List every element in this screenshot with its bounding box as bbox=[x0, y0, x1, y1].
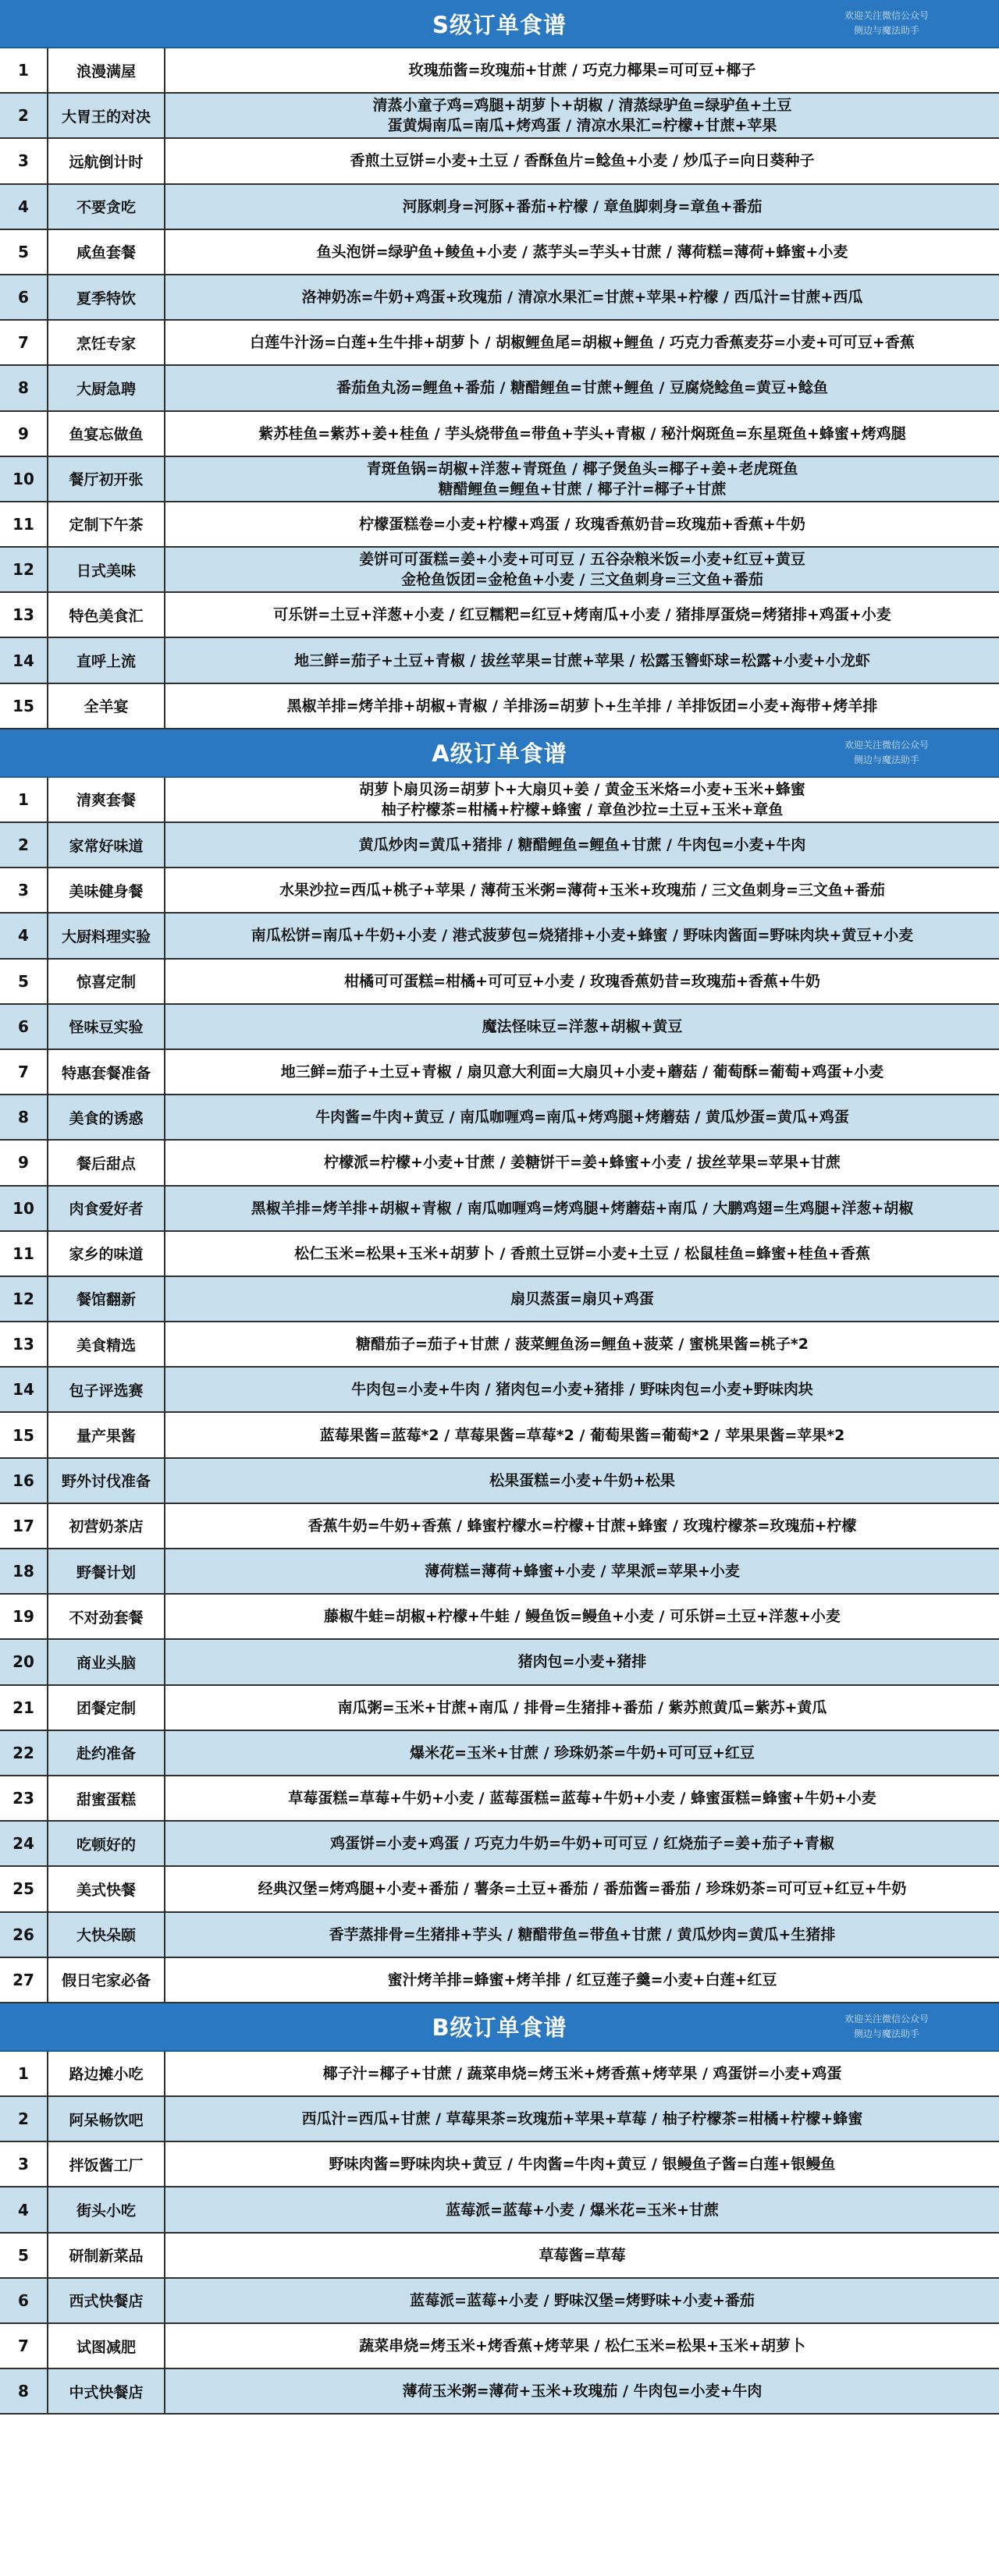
table-row bbox=[0, 1413, 999, 1458]
recipe-cell bbox=[165, 2052, 999, 2095]
recipe-line: 可乐饼=土豆+洋葱+小麦 / 红豆糯粑=红豆+烤南瓜+小麦 / 猪排厚蛋烧=烤猪排+鸡蛋+小麦 bbox=[273, 606, 891, 624]
recipe-cell bbox=[165, 1958, 999, 2002]
order-name: 街头小吃 bbox=[48, 2187, 165, 2231]
table-row bbox=[0, 1277, 999, 1322]
table-row bbox=[0, 1504, 999, 1549]
table-row bbox=[0, 1549, 999, 1595]
recipe-line: 魔法怪味豆=洋葱+胡椒+黄豆 bbox=[482, 1017, 683, 1035]
table-row bbox=[0, 778, 999, 823]
order-number: 3 bbox=[0, 2142, 48, 2186]
table-row bbox=[0, 412, 999, 457]
recipe-cell bbox=[165, 185, 999, 229]
order-name: 拌饭酱工厂 bbox=[48, 2142, 165, 2186]
recipe-cell bbox=[165, 960, 999, 1003]
recipe-line: 黑椒羊排=烤羊排+胡椒+青椒 / 羊排汤=胡萝卜+生羊排 / 羊排饭团=小麦+海带+烤羊排 bbox=[286, 697, 878, 715]
recipe-line: 糖醋茄子=茄子+甘蔗 / 菠菜鲤鱼汤=鲤鱼+菠菜 / 蜜桃果酱=桃子*2 bbox=[355, 1336, 809, 1354]
order-name: 特惠套餐准备 bbox=[48, 1050, 165, 1094]
table-row bbox=[0, 823, 999, 868]
recipe-line: 草莓酱=草莓 bbox=[539, 2246, 626, 2264]
table-row bbox=[0, 275, 999, 321]
recipe-cell bbox=[165, 48, 999, 92]
table-row bbox=[0, 2097, 999, 2142]
recipe-cell bbox=[165, 1005, 999, 1048]
order-number: 5 bbox=[0, 960, 48, 1003]
recipe-cell bbox=[165, 139, 999, 183]
recipe-cell bbox=[165, 457, 999, 501]
recipe-cell bbox=[165, 1050, 999, 1094]
recipe-cell bbox=[165, 230, 999, 274]
recipe-cell bbox=[165, 638, 999, 682]
order-number: 10 bbox=[0, 457, 48, 501]
order-name: 中式快餐店 bbox=[48, 2369, 165, 2413]
recipe-cell bbox=[165, 684, 999, 728]
recipe-line: 松仁玉米=松果+玉米+胡萝卜 / 香煎土豆饼=小麦+土豆 / 松鼠桂鱼=蜂蜜+桂鱼+香蕉 bbox=[294, 1244, 870, 1262]
table-row bbox=[0, 960, 999, 1005]
recipe-cell bbox=[165, 1413, 999, 1457]
order-number: 9 bbox=[0, 412, 48, 456]
recipe-line: 紫苏桂鱼=紫苏+姜+桂鱼 / 芋头烧带鱼=带鱼+芋头+青椒 / 秘汁焖斑鱼=东星斑鱼+蜂蜜+烤鸡腿 bbox=[258, 424, 906, 442]
table-row bbox=[0, 684, 999, 729]
order-name: 研制新菜品 bbox=[48, 2234, 165, 2277]
recipe-cell bbox=[165, 2187, 999, 2231]
recipe-cell bbox=[165, 1504, 999, 1548]
recipe-cell bbox=[165, 593, 999, 637]
table-row bbox=[0, 2142, 999, 2187]
order-name: 赴约准备 bbox=[48, 1731, 165, 1775]
recipe-line: 蓝莓派=蓝莓+小麦 / 爆米花=玉米+甘蔗 bbox=[446, 2201, 719, 2219]
order-number: 20 bbox=[0, 1640, 48, 1684]
order-name: 大厨急聘 bbox=[48, 366, 165, 410]
recipe-cell bbox=[165, 868, 999, 912]
recipe-cell bbox=[165, 2142, 999, 2186]
order-name: 日式美味 bbox=[48, 548, 165, 591]
table-row bbox=[0, 593, 999, 638]
table-row bbox=[0, 366, 999, 411]
recipe-line: 地三鲜=茄子+土豆+青椒 / 扇贝意大利面=大扇贝+小麦+蘑菇 / 葡萄酥=葡萄+鸡蛋+小麦 bbox=[280, 1063, 884, 1081]
order-number: 14 bbox=[0, 638, 48, 682]
table-row bbox=[0, 321, 999, 366]
watermark-line: 侧边与魔法助手 bbox=[853, 754, 919, 765]
section-header bbox=[0, 0, 999, 48]
order-number: 13 bbox=[0, 1322, 48, 1366]
watermark-text bbox=[844, 2012, 929, 2042]
recipe-line: 胡萝卜扇贝汤=胡萝卜+大扇贝+姜 / 黄金玉米烙=小麦+玉米+蜂蜜 bbox=[359, 780, 805, 798]
order-number: 15 bbox=[0, 684, 48, 728]
recipe-section bbox=[0, 2003, 999, 2415]
order-number: 19 bbox=[0, 1595, 48, 1638]
order-name: 餐馆翻新 bbox=[48, 1277, 165, 1321]
order-number: 18 bbox=[0, 1549, 48, 1593]
table-row bbox=[0, 638, 999, 683]
order-name: 初营奶茶店 bbox=[48, 1504, 165, 1548]
order-number: 12 bbox=[0, 548, 48, 591]
recipe-line: 白莲牛汁汤=白莲+生牛排+胡萝卜 / 胡椒鲤鱼尾=胡椒+鲤鱼 / 巧克力香蕉麦芬=小麦+可可豆+香蕉 bbox=[250, 334, 915, 352]
order-name: 清爽套餐 bbox=[48, 778, 165, 821]
order-number: 7 bbox=[0, 321, 48, 364]
recipe-line: 糖醋鲤鱼=鲤鱼+甘蔗 / 椰子汁=椰子+甘蔗 bbox=[438, 480, 727, 498]
order-number: 1 bbox=[0, 778, 48, 821]
order-name: 特色美食汇 bbox=[48, 593, 165, 637]
recipe-line: 薄荷玉米粥=薄荷+玉米+玫瑰茄 / 牛肉包=小麦+牛肉 bbox=[402, 2383, 763, 2400]
order-name: 不对劲套餐 bbox=[48, 1595, 165, 1638]
recipe-line: 松果蛋糕=小麦+牛奶+松果 bbox=[489, 1471, 675, 1489]
recipe-cell bbox=[165, 2369, 999, 2413]
recipe-line: 猪肉包=小麦+猪排 bbox=[517, 1653, 647, 1671]
recipe-cell bbox=[165, 1368, 999, 1411]
recipe-line: 薄荷糕=薄荷+蜂蜜+小麦 / 苹果派=苹果+小麦 bbox=[425, 1563, 740, 1581]
recipe-line: 扇贝蒸蛋=扇贝+鸡蛋 bbox=[510, 1290, 654, 1308]
order-name: 吃顿好的 bbox=[48, 1822, 165, 1865]
order-number: 16 bbox=[0, 1459, 48, 1503]
table-row bbox=[0, 2052, 999, 2097]
recipe-line: 香蕉牛奶=牛奶+香蕉 / 蜂蜜柠檬水=柠檬+甘蔗+蜂蜜 / 玫瑰柠檬茶=玫瑰茄+柠檬 bbox=[308, 1517, 857, 1535]
recipe-line: 清蒸小童子鸡=鸡腿+胡萝卜+胡椒 / 清蒸绿驴鱼=绿驴鱼+土豆 bbox=[372, 97, 792, 115]
recipe-cell bbox=[165, 275, 999, 319]
order-number: 22 bbox=[0, 1731, 48, 1775]
table-row bbox=[0, 2234, 999, 2279]
order-number: 15 bbox=[0, 1413, 48, 1457]
order-name: 野餐计划 bbox=[48, 1549, 165, 1593]
order-number: 13 bbox=[0, 593, 48, 637]
order-name: 美式快餐 bbox=[48, 1867, 165, 1911]
recipe-cell bbox=[165, 1595, 999, 1638]
table-row bbox=[0, 2324, 999, 2369]
order-number: 21 bbox=[0, 1686, 48, 1730]
order-number: 8 bbox=[0, 2369, 48, 2413]
recipe-cell bbox=[165, 1549, 999, 1593]
order-number: 6 bbox=[0, 2279, 48, 2322]
order-number: 3 bbox=[0, 139, 48, 183]
order-number: 2 bbox=[0, 2097, 48, 2141]
order-name: 直呼上流 bbox=[48, 638, 165, 682]
table-row bbox=[0, 1095, 999, 1141]
recipe-cell bbox=[165, 1686, 999, 1730]
table-row bbox=[0, 2187, 999, 2233]
order-name: 甜蜜蛋糕 bbox=[48, 1776, 165, 1820]
table-row bbox=[0, 2369, 999, 2415]
recipe-cell bbox=[165, 1277, 999, 1321]
table-row bbox=[0, 1822, 999, 1867]
recipe-cell bbox=[165, 1731, 999, 1775]
order-name: 定制下午茶 bbox=[48, 502, 165, 546]
recipe-cell bbox=[165, 1232, 999, 1276]
recipe-cell bbox=[165, 502, 999, 546]
recipe-line: 黄瓜炒肉=黄瓜+猪排 / 糖醋鲤鱼=鲤鱼+甘蔗 / 牛肉包=小麦+牛肉 bbox=[358, 836, 806, 854]
watermark-line: 欢迎关注微信公众号 bbox=[844, 739, 929, 750]
recipe-cell bbox=[165, 366, 999, 410]
section-title: S级订单食谱 bbox=[432, 11, 567, 38]
recipe-cell bbox=[165, 1867, 999, 1911]
recipe-line: 柠檬派=柠檬+小麦+甘蔗 / 姜糖饼干=姜+蜂蜜+小麦 / 拔丝苹果=苹果+甘蔗 bbox=[324, 1154, 841, 1172]
table-row bbox=[0, 1141, 999, 1186]
recipe-line: 柚子柠檬茶=柑橘+柠檬+蜂蜜 / 章鱼沙拉=土豆+玉米+章鱼 bbox=[381, 800, 784, 818]
recipe-line: 藤椒牛蛙=胡椒+柠檬+牛蛙 / 鳗鱼饭=鳗鱼+小麦 / 可乐饼=土豆+洋葱+小麦 bbox=[324, 1608, 841, 1626]
recipe-cell bbox=[165, 1322, 999, 1366]
order-number: 2 bbox=[0, 823, 48, 867]
recipe-line: 野味肉酱=野味肉块+黄豆 / 牛肉酱=牛肉+黄豆 / 银鳗鱼子酱=白莲+银鳗鱼 bbox=[329, 2156, 836, 2173]
order-number: 14 bbox=[0, 1368, 48, 1411]
order-name: 餐厅初开张 bbox=[48, 457, 165, 501]
recipe-line: 番茄鱼丸汤=鲤鱼+番茄 / 糖醋鲤鱼=甘蔗+鲤鱼 / 豆腐烧鲶鱼=黄豆+鲶鱼 bbox=[336, 379, 828, 397]
recipe-line: 爆米花=玉米+甘蔗 / 珍珠奶茶=牛奶+可可豆+红豆 bbox=[410, 1744, 755, 1762]
table-row bbox=[0, 1459, 999, 1504]
order-number: 17 bbox=[0, 1504, 48, 1548]
recipe-line: 蛋黄焗南瓜=南瓜+烤鸡蛋 / 清凉水果汇=柠檬+甘蔗+苹果 bbox=[387, 117, 777, 135]
recipe-cell bbox=[165, 1459, 999, 1503]
recipe-cell bbox=[165, 94, 999, 137]
recipe-cell bbox=[165, 1095, 999, 1139]
table-row bbox=[0, 914, 999, 959]
order-number: 9 bbox=[0, 1141, 48, 1184]
order-name: 美食精选 bbox=[48, 1322, 165, 1366]
recipe-line: 香芋蒸排骨=生猪排+芋头 / 糖醋带鱼=带鱼+甘蔗 / 黄瓜炒肉=黄瓜+生猪排 bbox=[329, 1925, 836, 1943]
section-title: A级订单食谱 bbox=[432, 740, 567, 768]
order-number: 26 bbox=[0, 1913, 48, 1957]
recipe-cell bbox=[165, 914, 999, 957]
order-number: 5 bbox=[0, 2234, 48, 2277]
recipe-line: 西瓜汁=西瓜+甘蔗 / 草莓果茶=玫瑰茄+苹果+草莓 / 柚子柠檬茶=柑橘+柠檬+蜂蜜 bbox=[301, 2110, 863, 2128]
table-row bbox=[0, 457, 999, 502]
table-row bbox=[0, 1686, 999, 1731]
watermark-line: 侧边与魔法助手 bbox=[853, 25, 919, 36]
table-row bbox=[0, 1640, 999, 1685]
recipe-cell bbox=[165, 778, 999, 821]
order-name: 浪漫满屋 bbox=[48, 48, 165, 92]
recipe-cell bbox=[165, 1822, 999, 1865]
order-name: 家乡的味道 bbox=[48, 1232, 165, 1276]
order-name: 家常好味道 bbox=[48, 823, 165, 867]
order-number: 4 bbox=[0, 914, 48, 957]
recipe-line: 蓝莓果酱=蓝莓*2 / 草莓果酱=草莓*2 / 葡萄果酱=葡萄*2 / 苹果果酱=苹果*2 bbox=[319, 1426, 845, 1444]
order-name: 试图减肥 bbox=[48, 2324, 165, 2368]
order-name: 夏季特饮 bbox=[48, 275, 165, 319]
table-row bbox=[0, 1368, 999, 1413]
order-number: 23 bbox=[0, 1776, 48, 1820]
recipe-line: 地三鲜=茄子+土豆+青椒 / 拔丝苹果=甘蔗+苹果 / 松露玉簪虾球=松露+小麦+小龙虾 bbox=[294, 651, 870, 669]
order-number: 11 bbox=[0, 502, 48, 546]
order-name: 野外讨伐准备 bbox=[48, 1459, 165, 1503]
order-number: 6 bbox=[0, 1005, 48, 1048]
watermark-line: 欢迎关注微信公众号 bbox=[844, 2013, 929, 2024]
recipe-line: 洛神奶冻=牛奶+鸡蛋+玫瑰茄 / 清凉水果汇=甘蔗+苹果+柠檬 / 西瓜汁=甘蔗+西瓜 bbox=[301, 289, 863, 307]
watermark-line: 欢迎关注微信公众号 bbox=[844, 10, 929, 21]
recipe-line: 蜜汁烤羊排=蜂蜜+烤羊排 / 红豆莲子羹=小麦+白莲+红豆 bbox=[387, 1971, 777, 1989]
order-number: 5 bbox=[0, 230, 48, 274]
table-row bbox=[0, 1322, 999, 1368]
table-row bbox=[0, 1595, 999, 1640]
order-name: 阿呆畅饮吧 bbox=[48, 2097, 165, 2141]
recipe-cell bbox=[165, 1640, 999, 1684]
order-name: 大快朵颐 bbox=[48, 1913, 165, 1957]
order-number: 8 bbox=[0, 366, 48, 410]
section-header bbox=[0, 2003, 999, 2052]
table-row bbox=[0, 548, 999, 593]
order-number: 27 bbox=[0, 1958, 48, 2002]
recipe-line: 玫瑰茄酱=玫瑰茄+甘蔗 / 巧克力椰果=可可豆+椰子 bbox=[408, 62, 756, 80]
order-name: 烹饪专家 bbox=[48, 321, 165, 364]
recipe-cell bbox=[165, 1141, 999, 1184]
order-name: 肉食爱好者 bbox=[48, 1187, 165, 1230]
recipe-line: 柑橘可可蛋糕=柑橘+可可豆+小麦 / 玫瑰香蕉奶昔=玫瑰茄+香蕉+牛奶 bbox=[344, 972, 820, 990]
order-number: 3 bbox=[0, 868, 48, 912]
recipe-line: 鱼头泡饼=绿驴鱼+鲮鱼+小麦 / 蒸芋头=芋头+甘蔗 / 薄荷糕=薄荷+蜂蜜+小麦 bbox=[316, 243, 848, 261]
recipe-cell bbox=[165, 548, 999, 591]
table-row bbox=[0, 1232, 999, 1277]
recipe-line: 香煎土豆饼=小麦+土豆 / 香酥鱼片=鲶鱼+小麦 / 炒瓜子=向日葵种子 bbox=[350, 152, 815, 170]
order-name: 商业头脑 bbox=[48, 1640, 165, 1684]
recipe-line: 草莓蛋糕=草莓+牛奶+小麦 / 蓝莓蛋糕=蓝莓+牛奶+小麦 / 蜂蜜蛋糕=蜂蜜+牛奶+小麦 bbox=[288, 1790, 876, 1808]
order-name: 餐后甜点 bbox=[48, 1141, 165, 1184]
recipe-cell bbox=[165, 2097, 999, 2141]
order-name: 全羊宴 bbox=[48, 684, 165, 728]
table-row bbox=[0, 94, 999, 139]
recipe-line: 牛肉酱=牛肉+黄豆 / 南瓜咖喱鸡=南瓜+烤鸡腿+烤蘑菇 / 黄瓜炒蛋=黄瓜+鸡蛋 bbox=[315, 1109, 849, 1127]
recipe-line: 蓝莓派=蓝莓+小麦 / 野味汉堡=烤野味+小麦+番茄 bbox=[410, 2291, 755, 2309]
order-name: 大胃王的对决 bbox=[48, 94, 165, 137]
recipe-cell bbox=[165, 1776, 999, 1820]
table-row bbox=[0, 502, 999, 548]
recipe-cell bbox=[165, 1913, 999, 1957]
order-name: 西式快餐店 bbox=[48, 2279, 165, 2322]
table-row bbox=[0, 48, 999, 94]
recipe-line: 南瓜松饼=南瓜+牛奶+小麦 / 港式菠萝包=烧猪排+小麦+蜂蜜 / 野味肉酱面=野味肉块+黄豆+小麦 bbox=[251, 927, 914, 945]
recipe-line: 水果沙拉=西瓜+桃子+苹果 / 薄荷玉米粥=薄荷+玉米+玫瑰茄 / 三文鱼刺身=三文鱼+番茄 bbox=[279, 882, 885, 899]
order-name: 不要贪吃 bbox=[48, 185, 165, 229]
table-row bbox=[0, 2279, 999, 2324]
recipe-line: 柠檬蛋糕卷=小麦+柠檬+鸡蛋 / 玫瑰香蕉奶昔=玫瑰茄+香蕉+牛奶 bbox=[359, 515, 805, 533]
watermark-text bbox=[844, 9, 929, 38]
table-row bbox=[0, 230, 999, 275]
order-number: 1 bbox=[0, 48, 48, 92]
table-row bbox=[0, 1776, 999, 1822]
order-name: 大厨料理实验 bbox=[48, 914, 165, 957]
order-name: 美味健身餐 bbox=[48, 868, 165, 912]
order-number: 12 bbox=[0, 1277, 48, 1321]
recipe-line: 蔬菜串烧=烤玉米+烤香蕉+烤苹果 / 松仁玉米=松果+玉米+胡萝卜 bbox=[359, 2337, 805, 2355]
table-row bbox=[0, 1731, 999, 1776]
order-name: 远航倒计时 bbox=[48, 139, 165, 183]
order-number: 25 bbox=[0, 1867, 48, 1911]
section-header bbox=[0, 729, 999, 778]
order-number: 4 bbox=[0, 2187, 48, 2231]
recipe-line: 金枪鱼饭团=金枪鱼+小麦 / 三文鱼刺身=三文鱼+番茄 bbox=[401, 571, 763, 589]
order-number: 11 bbox=[0, 1232, 48, 1276]
order-name: 美食的诱惑 bbox=[48, 1095, 165, 1139]
recipe-cell bbox=[165, 2279, 999, 2322]
recipe-section bbox=[0, 729, 999, 2003]
table-row bbox=[0, 1958, 999, 2003]
table-row bbox=[0, 1913, 999, 1958]
recipe-cell bbox=[165, 2324, 999, 2368]
order-name: 路边摊小吃 bbox=[48, 2052, 165, 2095]
recipe-line: 鸡蛋饼=小麦+鸡蛋 / 巧克力牛奶=牛奶+可可豆 / 红烧茄子=姜+茄子+青椒 bbox=[330, 1835, 834, 1853]
order-number: 2 bbox=[0, 94, 48, 137]
order-number: 10 bbox=[0, 1187, 48, 1230]
watermark-text bbox=[844, 738, 929, 768]
recipe-cell bbox=[165, 321, 999, 364]
recipe-cell bbox=[165, 1187, 999, 1230]
recipe-line: 经典汉堡=烤鸡腿+小麦+番茄 / 薯条=土豆+番茄 / 番茄酱=番茄 / 珍珠奶茶=可可豆+红豆+牛奶 bbox=[258, 1880, 907, 1898]
order-name: 怪味豆实验 bbox=[48, 1005, 165, 1048]
order-name: 惊喜定制 bbox=[48, 960, 165, 1003]
recipe-line: 青斑鱼锅=胡椒+洋葱+青斑鱼 / 椰子煲鱼头=椰子+姜+老虎斑鱼 bbox=[366, 459, 798, 477]
order-name: 量产果酱 bbox=[48, 1413, 165, 1457]
watermark-line: 侧边与魔法助手 bbox=[853, 2028, 919, 2039]
order-number: 8 bbox=[0, 1095, 48, 1139]
order-number: 24 bbox=[0, 1822, 48, 1865]
recipe-cell bbox=[165, 2234, 999, 2277]
order-number: 6 bbox=[0, 275, 48, 319]
table-row bbox=[0, 1867, 999, 1912]
order-number: 4 bbox=[0, 185, 48, 229]
table-row bbox=[0, 1050, 999, 1095]
recipe-line: 椰子汁=椰子+甘蔗 / 蔬菜串烧=烤玉米+烤香蕉+烤苹果 / 鸡蛋饼=小麦+鸡蛋 bbox=[322, 2064, 842, 2082]
recipe-line: 南瓜粥=玉米+甘蔗+南瓜 / 排骨=生猪排+番茄 / 紫苏煎黄瓜=紫苏+黄瓜 bbox=[337, 1698, 827, 1716]
order-name: 包子评选赛 bbox=[48, 1368, 165, 1411]
order-number: 7 bbox=[0, 2324, 48, 2368]
recipe-section bbox=[0, 0, 999, 729]
table-row bbox=[0, 185, 999, 230]
table-row bbox=[0, 1187, 999, 1232]
recipe-line: 姜饼可可蛋糕=姜+小麦+可可豆 / 五谷杂粮米饭=小麦+红豆+黄豆 bbox=[359, 551, 805, 569]
recipe-line: 河豚刺身=河豚+番茄+柠檬 / 章鱼脚刺身=章鱼+番茄 bbox=[402, 197, 763, 215]
recipe-line: 牛肉包=小麦+牛肉 / 猪肉包=小麦+猪排 / 野味肉包=小麦+野味肉块 bbox=[351, 1381, 813, 1399]
order-number: 1 bbox=[0, 2052, 48, 2095]
recipe-cell bbox=[165, 823, 999, 867]
order-name: 团餐定制 bbox=[48, 1686, 165, 1730]
section-title: B级订单食谱 bbox=[432, 2014, 567, 2042]
table-row bbox=[0, 868, 999, 914]
order-name: 鱼宴忘做鱼 bbox=[48, 412, 165, 456]
recipe-cell bbox=[165, 412, 999, 456]
order-number: 7 bbox=[0, 1050, 48, 1094]
order-name: 假日宅家必备 bbox=[48, 1958, 165, 2002]
recipe-line: 黑椒羊排=烤羊排+胡椒+青椒 / 南瓜咖喱鸡=烤鸡腿+烤蘑菇+南瓜 / 大鹏鸡翅=生鸡腿+洋葱+胡椒 bbox=[251, 1199, 914, 1217]
table-row bbox=[0, 1005, 999, 1050]
table-row bbox=[0, 139, 999, 184]
order-name: 咸鱼套餐 bbox=[48, 230, 165, 274]
